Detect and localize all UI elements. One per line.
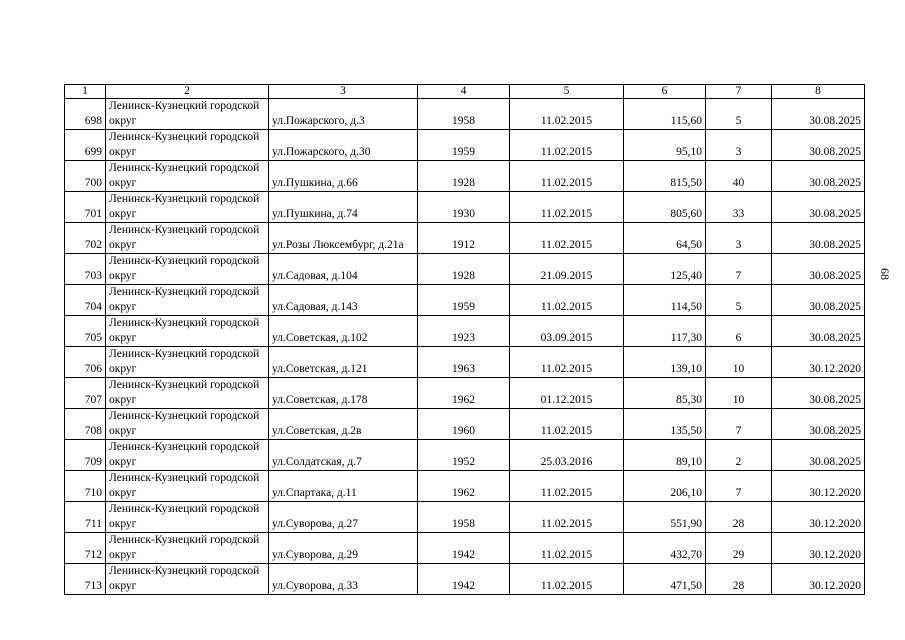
deadline-cell: 30.12.2020	[772, 347, 865, 378]
address-cell: ул.Пожарского, д.3	[269, 99, 418, 130]
address-cell: ул.Суворова, д.29	[269, 533, 418, 564]
table-row	[65, 347, 865, 378]
data-table	[64, 84, 865, 595]
row-number-cell: 706	[65, 347, 106, 378]
area-cell: 805,60	[624, 192, 706, 223]
area-cell: 115,60	[624, 99, 706, 130]
row-number-cell: 711	[65, 502, 106, 533]
col-header-6: 6	[624, 85, 706, 99]
municipality-cell: Ленинск-Кузнецкий городской округ	[106, 316, 269, 347]
address-cell: ул.Садовая, д.143	[269, 285, 418, 316]
year-cell: 1962	[418, 378, 510, 409]
year-cell: 1930	[418, 192, 510, 223]
address-cell: ул.Пушкина, д.74	[269, 192, 418, 223]
count-cell: 7	[706, 254, 772, 285]
count-cell: 40	[706, 161, 772, 192]
date-cell: 11.02.2015	[510, 192, 624, 223]
address-cell: ул.Советская, д.178	[269, 378, 418, 409]
count-cell: 2	[706, 440, 772, 471]
count-cell: 7	[706, 471, 772, 502]
count-cell: 10	[706, 378, 772, 409]
count-cell: 5	[706, 99, 772, 130]
header-row	[65, 85, 865, 99]
row-number-cell: 712	[65, 533, 106, 564]
area-cell: 117,30	[624, 316, 706, 347]
col-header-4: 4	[418, 85, 510, 99]
date-cell: 03.09.2015	[510, 316, 624, 347]
col-header-7: 7	[706, 85, 772, 99]
date-cell: 11.02.2015	[510, 409, 624, 440]
row-number-cell: 709	[65, 440, 106, 471]
row-number-cell: 701	[65, 192, 106, 223]
deadline-cell: 30.08.2025	[772, 223, 865, 254]
deadline-cell: 30.08.2025	[772, 409, 865, 440]
row-number-cell: 698	[65, 99, 106, 130]
year-cell: 1958	[418, 99, 510, 130]
deadline-cell: 30.08.2025	[772, 316, 865, 347]
area-cell: 471,50	[624, 564, 706, 595]
page-number: 68	[878, 268, 892, 280]
row-number-cell: 699	[65, 130, 106, 161]
table-row	[65, 316, 865, 347]
table-row	[65, 223, 865, 254]
address-cell: ул.Розы Люксембург, д.21а	[269, 223, 418, 254]
area-cell: 139,10	[624, 347, 706, 378]
date-cell: 11.02.2015	[510, 161, 624, 192]
address-cell: ул.Суворова, д.33	[269, 564, 418, 595]
count-cell: 28	[706, 564, 772, 595]
table-row	[65, 254, 865, 285]
municipality-cell: Ленинск-Кузнецкий городской округ	[106, 440, 269, 471]
table-row	[65, 378, 865, 409]
address-cell: ул.Советская, д.121	[269, 347, 418, 378]
table-row	[65, 409, 865, 440]
date-cell: 11.02.2015	[510, 223, 624, 254]
date-cell: 25.03.2016	[510, 440, 624, 471]
count-cell: 7	[706, 409, 772, 440]
table-row	[65, 285, 865, 316]
year-cell: 1959	[418, 285, 510, 316]
municipality-cell: Ленинск-Кузнецкий городской округ	[106, 161, 269, 192]
deadline-cell: 30.08.2025	[772, 285, 865, 316]
deadline-cell: 30.08.2025	[772, 161, 865, 192]
year-cell: 1942	[418, 533, 510, 564]
area-cell: 135,50	[624, 409, 706, 440]
count-cell: 3	[706, 130, 772, 161]
municipality-cell: Ленинск-Кузнецкий городской округ	[106, 471, 269, 502]
deadline-cell: 30.08.2025	[772, 99, 865, 130]
date-cell: 11.02.2015	[510, 533, 624, 564]
col-header-2: 2	[106, 85, 269, 99]
deadline-cell: 30.08.2025	[772, 192, 865, 223]
table-row	[65, 564, 865, 595]
municipality-cell: Ленинск-Кузнецкий городской округ	[106, 533, 269, 564]
deadline-cell: 30.08.2025	[772, 378, 865, 409]
row-number-cell: 707	[65, 378, 106, 409]
table-row	[65, 502, 865, 533]
deadline-cell: 30.12.2020	[772, 471, 865, 502]
deadline-cell: 30.08.2025	[772, 254, 865, 285]
date-cell: 11.02.2015	[510, 99, 624, 130]
table-row	[65, 130, 865, 161]
municipality-cell: Ленинск-Кузнецкий городской округ	[106, 409, 269, 440]
date-cell: 11.02.2015	[510, 347, 624, 378]
area-cell: 432,70	[624, 533, 706, 564]
date-cell: 01.12.2015	[510, 378, 624, 409]
area-cell: 64,50	[624, 223, 706, 254]
count-cell: 5	[706, 285, 772, 316]
deadline-cell: 30.12.2020	[772, 502, 865, 533]
date-cell: 11.02.2015	[510, 285, 624, 316]
year-cell: 1959	[418, 130, 510, 161]
table-body	[65, 99, 865, 595]
municipality-cell: Ленинск-Кузнецкий городской округ	[106, 130, 269, 161]
row-number-cell: 713	[65, 564, 106, 595]
area-cell: 815,50	[624, 161, 706, 192]
col-header-8: 8	[772, 85, 865, 99]
row-number-cell: 704	[65, 285, 106, 316]
count-cell: 29	[706, 533, 772, 564]
date-cell: 21.09.2015	[510, 254, 624, 285]
municipality-cell: Ленинск-Кузнецкий городской округ	[106, 99, 269, 130]
table-row	[65, 161, 865, 192]
deadline-cell: 30.12.2020	[772, 533, 865, 564]
address-cell: ул.Суворова, д.27	[269, 502, 418, 533]
year-cell: 1962	[418, 471, 510, 502]
table-row	[65, 192, 865, 223]
table-row	[65, 471, 865, 502]
row-number-cell: 710	[65, 471, 106, 502]
year-cell: 1958	[418, 502, 510, 533]
municipality-cell: Ленинск-Кузнецкий городской округ	[106, 254, 269, 285]
area-cell: 551,90	[624, 502, 706, 533]
municipality-cell: Ленинск-Кузнецкий городской округ	[106, 378, 269, 409]
area-cell: 95,10	[624, 130, 706, 161]
row-number-cell: 703	[65, 254, 106, 285]
table-row	[65, 99, 865, 130]
address-cell: ул.Солдатская, д.7	[269, 440, 418, 471]
address-cell: ул.Спартака, д.11	[269, 471, 418, 502]
address-cell: ул.Пушкина, д.66	[269, 161, 418, 192]
area-cell: 89,10	[624, 440, 706, 471]
address-cell: ул.Советская, д.102	[269, 316, 418, 347]
count-cell: 10	[706, 347, 772, 378]
address-cell: ул.Советская, д.2в	[269, 409, 418, 440]
municipality-cell: Ленинск-Кузнецкий городской округ	[106, 285, 269, 316]
count-cell: 6	[706, 316, 772, 347]
area-cell: 125,40	[624, 254, 706, 285]
col-header-5: 5	[510, 85, 624, 99]
year-cell: 1928	[418, 161, 510, 192]
table-row	[65, 440, 865, 471]
municipality-cell: Ленинск-Кузнецкий городской округ	[106, 564, 269, 595]
row-number-cell: 702	[65, 223, 106, 254]
count-cell: 28	[706, 502, 772, 533]
deadline-cell: 30.08.2025	[772, 440, 865, 471]
municipality-cell: Ленинск-Кузнецкий городской округ	[106, 192, 269, 223]
year-cell: 1928	[418, 254, 510, 285]
row-number-cell: 705	[65, 316, 106, 347]
table-row	[65, 533, 865, 564]
year-cell: 1952	[418, 440, 510, 471]
row-number-cell: 708	[65, 409, 106, 440]
area-cell: 114,50	[624, 285, 706, 316]
deadline-cell: 30.12.2020	[772, 564, 865, 595]
year-cell: 1923	[418, 316, 510, 347]
area-cell: 206,10	[624, 471, 706, 502]
municipality-cell: Ленинск-Кузнецкий городской округ	[106, 223, 269, 254]
year-cell: 1912	[418, 223, 510, 254]
address-cell: ул.Пожарского, д.30	[269, 130, 418, 161]
row-number-cell: 700	[65, 161, 106, 192]
date-cell: 11.02.2015	[510, 564, 624, 595]
deadline-cell: 30.08.2025	[772, 130, 865, 161]
date-cell: 11.02.2015	[510, 471, 624, 502]
date-cell: 11.02.2015	[510, 502, 624, 533]
municipality-cell: Ленинск-Кузнецкий городской округ	[106, 502, 269, 533]
date-cell: 11.02.2015	[510, 130, 624, 161]
col-header-1: 1	[65, 85, 106, 99]
count-cell: 33	[706, 192, 772, 223]
year-cell: 1963	[418, 347, 510, 378]
col-header-3: 3	[269, 85, 418, 99]
area-cell: 85,30	[624, 378, 706, 409]
year-cell: 1942	[418, 564, 510, 595]
address-cell: ул.Садовая, д.104	[269, 254, 418, 285]
count-cell: 3	[706, 223, 772, 254]
municipality-cell: Ленинск-Кузнецкий городской округ	[106, 347, 269, 378]
year-cell: 1960	[418, 409, 510, 440]
